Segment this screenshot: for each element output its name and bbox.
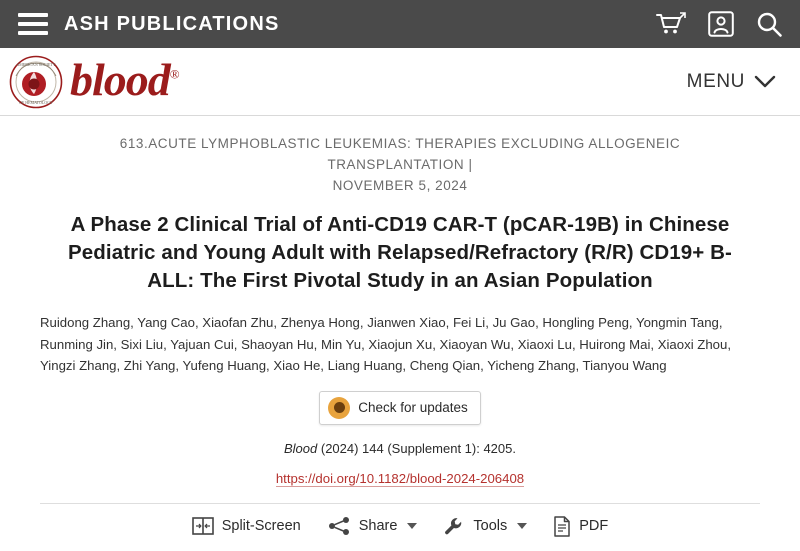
hamburger-bar bbox=[18, 22, 48, 26]
article-header-block bbox=[0, 116, 800, 551]
hamburger-icon[interactable] bbox=[18, 13, 48, 35]
svg-text:OF HEMATOLOGY: OF HEMATOLOGY bbox=[19, 99, 53, 105]
article-title: A Phase 2 Clinical Trial of Anti-CD19 CAR-T (pCAR-19B) in Chinese Pediatric and Young Adult with Relapsed/Refractory (R/R) CD19+ B-ALL: The First Pivotal Study in an Asian Population bbox=[68, 212, 732, 292]
pdf-label: PDF bbox=[579, 518, 609, 535]
split-screen-label: Split-Screen bbox=[221, 518, 301, 535]
registered-trademark-symbol: ® bbox=[169, 66, 179, 82]
split-screen-icon bbox=[192, 516, 214, 536]
chevron-down-icon bbox=[754, 75, 776, 89]
hamburger-bar bbox=[18, 13, 48, 17]
journal-title-text: blood bbox=[70, 53, 170, 105]
citation-details: (2024) 144 (Supplement 1): 4205. bbox=[317, 440, 516, 456]
check-for-updates-button[interactable] bbox=[319, 391, 481, 425]
split-screen-button[interactable] bbox=[192, 516, 301, 536]
article-doi bbox=[40, 470, 760, 488]
pdf-file-icon bbox=[553, 516, 571, 537]
journal-menu-button[interactable] bbox=[687, 71, 776, 93]
share-label: Share bbox=[358, 518, 398, 535]
crossmark-row bbox=[40, 391, 760, 425]
journal-menu-label: MENU bbox=[686, 70, 745, 92]
top-navigation-actions bbox=[656, 11, 782, 37]
ash-seal-logo-icon[interactable] bbox=[8, 54, 64, 110]
citation-journal-name: Blood bbox=[284, 440, 318, 456]
user-account-icon[interactable] bbox=[708, 11, 734, 37]
cart-external-link-icon[interactable] bbox=[656, 12, 686, 36]
wrench-icon bbox=[443, 516, 465, 536]
share-button[interactable] bbox=[327, 516, 418, 536]
check-for-updates-label: Check for updates bbox=[358, 400, 468, 416]
journal-title-logo[interactable] bbox=[70, 53, 179, 105]
journal-masthead bbox=[0, 48, 800, 116]
article-section-breadcrumb bbox=[40, 134, 760, 197]
article-section-name[interactable]: 613.ACUTE LYMPHOBLASTIC LEUKEMIAS: THERAPIES EXCLUDING ALLOGENEIC TRANSPLANTATION | bbox=[119, 136, 681, 172]
hamburger-bar bbox=[18, 31, 48, 35]
doi-link[interactable]: https://doi.org/10.1182/blood-2024-206408 bbox=[275, 470, 525, 486]
article-toolbar bbox=[40, 503, 760, 551]
share-icon bbox=[327, 516, 351, 536]
tools-label: Tools bbox=[473, 518, 508, 535]
chevron-down-icon bbox=[517, 523, 527, 529]
article-authors-list: Ruidong Zhang, Yang Cao, Xiaofan Zhu, Zhenya Hong, Jianwen Xiao, Fei Li, Ju Gao, Hongling Peng, Yongmin Tang, Runming Jin, Sixi Liu, Yajuan Cui, Shaoyan Hu, Min Yu, Xiaojun Xu, Xiaoyan Wu, Xiaoxi Lu, Huirong Mai, Xiaoxi Zhou, Yingzi Zhang, Zhi Yang, Yufeng Huang, Xiao He, Liang Huang, Cheng Qian, Yicheng Zhang, Tianyou Wang bbox=[40, 315, 732, 374]
tools-button[interactable] bbox=[443, 516, 527, 536]
crossmark-icon bbox=[328, 397, 350, 419]
top-navigation-bar bbox=[0, 0, 800, 48]
search-icon[interactable] bbox=[756, 11, 782, 37]
pdf-button[interactable] bbox=[553, 516, 608, 537]
svg-text:AMERICAN SOCIETY: AMERICAN SOCIETY bbox=[16, 61, 56, 67]
site-brand-title[interactable]: ASH PUBLICATIONS bbox=[64, 12, 280, 35]
article-citation bbox=[40, 441, 760, 456]
article-publication-date: NOVEMBER 5, 2024 bbox=[332, 177, 468, 193]
chevron-down-icon bbox=[407, 523, 417, 529]
